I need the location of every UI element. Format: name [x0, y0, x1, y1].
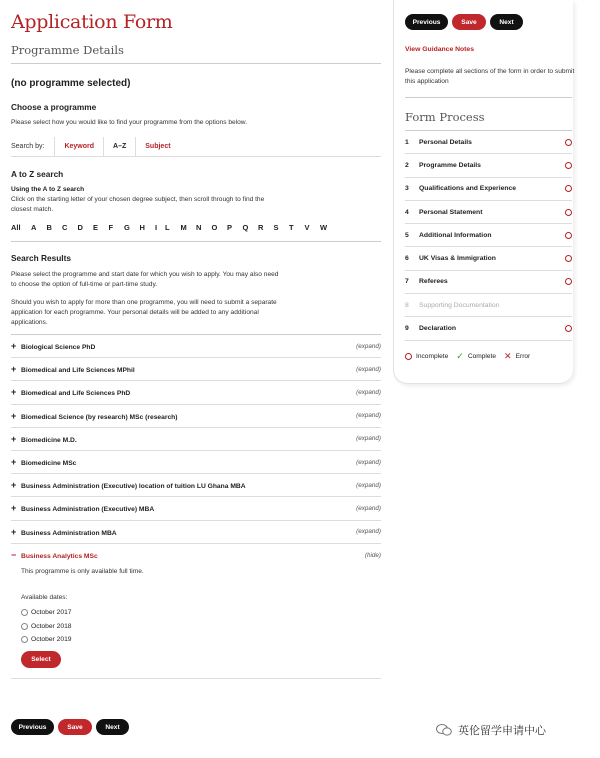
bottom-nav — [11, 719, 129, 735]
programme-name: + Biological Science PhD — [11, 341, 96, 352]
results-heading: Search Results — [11, 253, 71, 263]
az-instructions: Click on the starting letter of your chosen degree subject, then scroll through to find the closest match. — [11, 196, 265, 213]
programme-name: + Business Administration (Executive) location of tuition LU Ghana MBA — [11, 480, 246, 491]
programme-name: − Business Analytics MSc — [11, 550, 98, 561]
expand-link[interactable]: (expand) — [356, 342, 381, 350]
choose-instructions: Please select how you would like to find your programme from the options below. — [11, 119, 248, 126]
letter-all[interactable]: All — [11, 223, 21, 232]
step-personal-details[interactable]: 1 Personal Details — [405, 131, 572, 154]
programme-row[interactable] — [11, 358, 381, 381]
programme-row[interactable] — [11, 335, 381, 358]
letter-e[interactable]: E — [93, 223, 99, 232]
availability-note: This programme is only available full time. — [21, 567, 144, 575]
expand-link[interactable]: (expand) — [356, 412, 381, 420]
letter-c[interactable]: C — [62, 223, 68, 232]
expand-link[interactable]: (expand) — [356, 388, 381, 396]
programme-row[interactable] — [11, 521, 381, 544]
incomplete-icon — [565, 325, 572, 332]
radio-icon[interactable] — [21, 609, 28, 616]
letter-o[interactable]: O — [211, 223, 218, 232]
step-supporting-documentation: 8 Supporting Documentation — [405, 294, 572, 317]
step-uk-visas[interactable]: 6 UK Visas & Immigration — [405, 247, 572, 270]
radio-icon[interactable] — [21, 623, 28, 630]
programme-name: + Biomedicine M.D. — [11, 433, 77, 444]
expand-link[interactable]: (expand) — [356, 458, 381, 466]
results-para-1: Please select the programme and start date for which you wish to apply. You may also need to choose the option of full-time or part-time study. — [11, 271, 279, 288]
plus-icon: + — [11, 387, 17, 398]
incomplete-icon — [565, 278, 572, 285]
tab-a-z[interactable]: A–Z — [103, 137, 135, 156]
tab-subject[interactable]: Subject — [135, 137, 179, 156]
previous-button[interactable]: Previous — [11, 719, 54, 735]
letter-m[interactable]: M — [180, 223, 187, 232]
incomplete-icon — [565, 139, 572, 146]
programme-row[interactable] — [11, 381, 381, 404]
letter-s[interactable]: S — [273, 223, 279, 232]
hide-link[interactable]: (hide) — [364, 551, 381, 559]
incomplete-icon — [565, 209, 572, 216]
programme-name: + Biomedicine MSc — [11, 457, 77, 468]
letter-b[interactable]: B — [46, 223, 52, 232]
incomplete-icon — [405, 353, 412, 360]
letter-v[interactable]: V — [304, 223, 310, 232]
incomplete-icon — [565, 232, 572, 239]
results-para-2: Should you wish to apply for more than one programme, you will need to submit a separate application for each programme. Your personal details will be added to any additional applications. — [11, 299, 277, 326]
letter-a[interactable]: A — [31, 223, 37, 232]
letter-p[interactable]: P — [227, 223, 233, 232]
programme-row[interactable] — [11, 474, 381, 497]
previous-button[interactable]: Previous — [405, 14, 448, 30]
plus-icon: + — [11, 410, 17, 421]
minus-icon: − — [11, 550, 17, 561]
plus-icon: + — [11, 526, 17, 537]
search-by-label: Search by: — [11, 143, 45, 150]
incomplete-icon — [565, 185, 572, 192]
expand-link[interactable]: (expand) — [356, 504, 381, 512]
step-list — [405, 130, 572, 362]
letter-filter — [11, 223, 381, 242]
programme-row[interactable] — [11, 451, 381, 474]
date-option[interactable]: October 2017 — [21, 606, 381, 620]
check-icon: ✓ — [456, 350, 464, 361]
incomplete-icon — [565, 255, 572, 262]
programme-name: + Business Administration (Executive) MBA — [11, 503, 155, 514]
top-nav — [405, 14, 523, 30]
radio-icon[interactable] — [21, 636, 28, 643]
tab-keyword[interactable]: Keyword — [54, 137, 103, 156]
plus-icon: + — [11, 433, 17, 444]
next-button[interactable]: Next — [490, 14, 523, 30]
save-button[interactable]: Save — [58, 719, 92, 735]
programme-row[interactable] — [11, 428, 381, 451]
programme-row[interactable] — [11, 405, 381, 428]
form-process-title: Form Process — [405, 110, 485, 124]
programme-name: + Business Administration MBA — [11, 526, 117, 537]
dates-label: Available dates: — [21, 593, 68, 601]
legend-error: Error — [515, 352, 531, 360]
main-content — [11, 10, 381, 679]
step-referees[interactable]: 7 Referees — [405, 271, 572, 294]
selected-programme-status: (no programme selected) — [11, 78, 131, 89]
expand-link[interactable]: (expand) — [356, 528, 381, 536]
letter-q[interactable]: Q — [242, 223, 249, 232]
plus-icon: + — [11, 364, 17, 375]
search-by-tabs — [11, 137, 381, 157]
section-title: Programme Details — [11, 43, 381, 64]
date-option[interactable]: October 2018 — [21, 619, 381, 633]
legend-incomplete: Incomplete — [416, 352, 449, 360]
save-button[interactable]: Save — [452, 14, 486, 30]
letter-n[interactable]: N — [196, 223, 202, 232]
az-subheading: Using the A to Z search — [11, 186, 85, 193]
guidance-text: Please complete all sections of the form in order to submit this application — [405, 68, 575, 85]
guidance-link[interactable]: View Guidance Notes — [405, 46, 474, 53]
plus-icon: + — [11, 480, 17, 491]
date-option[interactable]: October 2019 — [21, 633, 381, 647]
letter-h[interactable]: H — [139, 223, 145, 232]
cross-icon: ✕ — [504, 350, 512, 361]
step-personal-statement[interactable]: 4 Personal Statement — [405, 201, 572, 224]
programme-name: + Biomedical and Life Sciences PhD — [11, 387, 131, 398]
plus-icon: + — [11, 341, 17, 352]
letter-l[interactable]: L — [165, 223, 170, 232]
plus-icon: + — [11, 503, 17, 514]
programme-row[interactable] — [11, 497, 381, 520]
letter-i[interactable]: I — [155, 223, 158, 232]
programme-details — [11, 567, 381, 680]
page-title: Application Form — [11, 11, 173, 33]
next-button[interactable]: Next — [96, 719, 129, 735]
letter-t[interactable]: T — [289, 223, 294, 232]
letter-g[interactable]: G — [124, 223, 130, 232]
plus-icon: + — [11, 457, 17, 468]
programme-name: + Biomedical Science (by research) MSc (research) — [11, 410, 178, 421]
status-legend — [405, 351, 572, 362]
letter-d[interactable]: D — [77, 223, 83, 232]
choose-heading: Choose a programme — [11, 102, 97, 112]
step-additional-information[interactable]: 5 Additional Information — [405, 224, 572, 247]
letter-f[interactable]: F — [108, 223, 114, 232]
watermark-text: 英伦留学申请中心 — [458, 725, 546, 737]
programme-list — [11, 334, 381, 679]
incomplete-icon — [565, 162, 572, 169]
step-programme-details[interactable]: 2 Programme Details — [405, 154, 572, 177]
chat-icon — [436, 723, 452, 737]
letter-w[interactable]: W — [320, 223, 328, 232]
select-button[interactable]: Select — [21, 651, 61, 668]
step-declaration[interactable]: 9 Declaration — [405, 317, 572, 340]
watermark — [436, 722, 546, 738]
expand-link[interactable]: (expand) — [356, 435, 381, 443]
letter-r[interactable]: R — [258, 223, 264, 232]
programme-name: + Biomedical and Life Sciences MPhil — [11, 364, 135, 375]
step-qualifications[interactable]: 3 Qualifications and Experience — [405, 178, 572, 201]
expand-link[interactable]: (expand) — [356, 365, 381, 373]
expand-link[interactable]: (expand) — [356, 481, 381, 489]
legend-complete: Complete — [467, 352, 497, 360]
programme-row-expanded[interactable] — [11, 544, 381, 567]
sidebar — [393, 0, 573, 384]
az-heading: A to Z search — [11, 169, 64, 179]
